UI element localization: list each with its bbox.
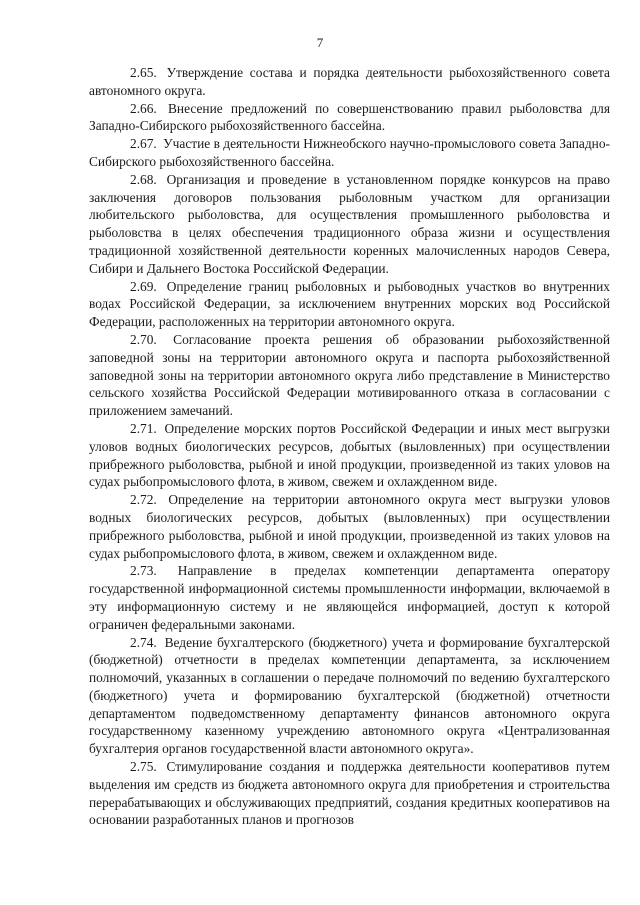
- paragraph-text: Внесение предложений по совершенствованию правил рыболовства для Западно-Сибирского рыбохозяйственного бассейна.: [89, 100, 610, 134]
- paragraph-2-67: [89, 135, 610, 171]
- paragraph-number: 2.74.: [130, 634, 157, 650]
- page-number: 7: [316, 35, 324, 50]
- paragraph-2-70: [89, 331, 610, 420]
- paragraph-2-65: [89, 64, 610, 100]
- paragraph-2-72: [89, 491, 610, 562]
- paragraph-text: Ведение бухгалтерского (бюджетного) учета и формирование бухгалтерской (бюджетной) отчетности в пределах компетенции департамента, за исключением полномочий, указанных в соглашении о передаче полномочий по ведению бухгалтерского (бюджетного) учета и формированию бухгалтерской (бюджетной) отчетности департаментом подведомственному департаменту финансов автономного округа государственному казенному учреждению автономного округа «Централизованная бухгалтерия органов государственной власти автономного округа».: [89, 634, 610, 757]
- paragraph-text: Определение морских портов Российской Федерации и иных мест выгрузки уловов водных биологических ресурсов, добытых (выловленных) при осуществлении прибрежного рыболовства, рыбной и иной продукции, произведенной из таких уловов на судах рыбопромыслового флота, в живом, свежем и охлажденном виде.: [89, 420, 610, 490]
- paragraph-text: Определение границ рыболовных и рыбоводных участков во внутренних водах Российской Федерации, за исключением внутренних морских вод Российской Федерации, расположенных на территории автономного округа.: [89, 278, 610, 330]
- paragraph-number: 2.67.: [130, 136, 157, 152]
- paragraph-number: 2.70.: [130, 331, 157, 347]
- paragraph-number: 2.75.: [130, 759, 157, 775]
- paragraph-2-74: [89, 634, 610, 759]
- paragraph-2-75: [89, 758, 610, 829]
- paragraph-number: 2.72.: [130, 492, 157, 508]
- paragraph-number: 2.71.: [130, 420, 157, 436]
- paragraph-text: Утверждение состава и порядка деятельности рыбохозяйственного совета автономного округа.: [89, 65, 610, 98]
- paragraph-text: Участие в деятельности Нижнеобского научно-промыслового совета Западно-Сибирского рыбохозяйственного бассейна.: [89, 136, 610, 169]
- paragraph-2-68: [89, 171, 610, 278]
- paragraph-2-69: [89, 278, 610, 331]
- paragraph-text: Организация и проведение в установленном порядке конкурсов на право заключения договоров пользования рыболовным участком для организации любительского рыболовства, для осуществления промышленного рыболовства и рыболовства в целях обеспечения традиционного образа жизни и осуществления традиционной хозяйственной деятельности коренных малочисленных народов Севера, Сибири и Дальнего Востока Российской Федерации.: [89, 171, 610, 276]
- paragraph-number: 2.66.: [130, 100, 157, 116]
- paragraph-text: Согласование проекта решения об образовании рыбохозяйственной заповедной зоны на территории автономного округа и паспорта рыбохозяйственной заповедной зоны на территории автономного округа либо представление в Министерство сельского хозяйства Российской Федерации мотивированного отказа в согласовании с приложением замечаний.: [89, 331, 610, 419]
- paragraph-2-71: [89, 420, 610, 491]
- paragraph-text: Стимулирование создания и поддержка деятельности кооперативов путем выделения им средств из бюджета автономного округа для приобретения и строительства перерабатывающих и обслуживающих предприятий, создания кредитных кооперативов на основании разработанных планов и прогнозов: [89, 759, 610, 828]
- paragraph-number: 2.69.: [130, 278, 157, 294]
- paragraph-number: 2.73.: [130, 563, 157, 579]
- document-body: [89, 64, 610, 829]
- paragraph-text: Направление в пределах компетенции департамента оператору государственной информационной системы промышленности информации, включаемой в эту информационную систему и не являющейся информацией, доступ к которой ограничен федеральными законами.: [89, 563, 610, 632]
- paragraph-text: Определение на территории автономного округа мест выгрузки уловов водных биологических ресурсов, добытых (выловленных) при осуществлении прибрежного рыболовства, рыбной и иной продукции, произведенной из таких уловов на судах рыбопромыслового флота, в живом, свежем и охлажденном виде.: [89, 492, 610, 561]
- paragraph-number: 2.65.: [130, 65, 157, 80]
- paragraph-2-66: [89, 100, 610, 136]
- paragraph-2-73: [89, 562, 610, 633]
- paragraph-number: 2.68.: [130, 171, 157, 187]
